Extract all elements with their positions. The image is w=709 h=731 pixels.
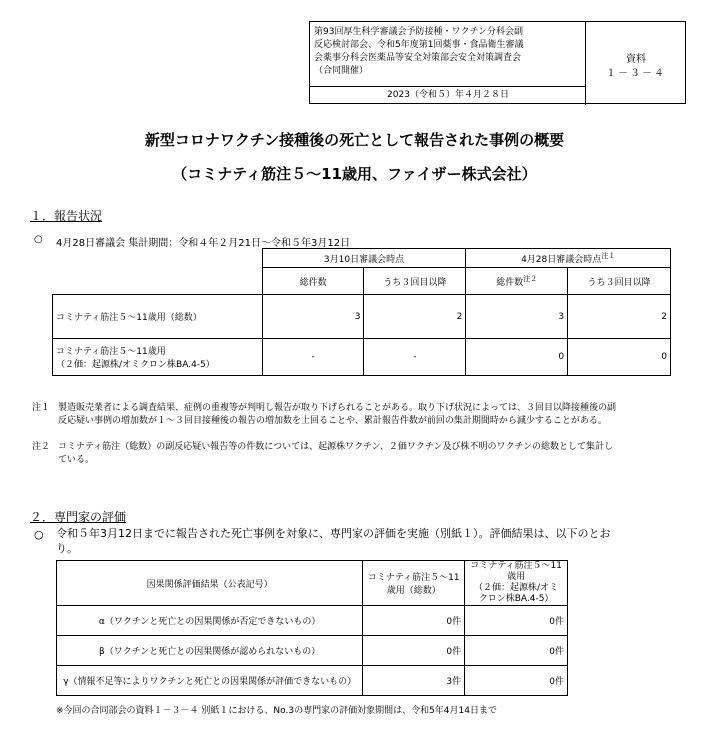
page-title: 新型コロナワクチン接種後の死亡として報告された事例の概要: [144, 131, 565, 149]
evaluation-table: [56, 560, 568, 696]
meeting-date: 2023（令和５）年４月２８日: [310, 86, 586, 104]
note-line: 製造販売業者による調査結果、症例の重複等が判明し報告が取り下げられることがある。取り下げ状況によっては、３回目以降接種後の副: [58, 403, 617, 413]
header-line: 歳用: [507, 572, 526, 582]
note-2: [32, 441, 692, 469]
table-row: [57, 636, 568, 666]
row-label: γ（情報不足等によりワクチンと死亡との因果関係が評価できないもの）: [57, 666, 363, 696]
report-status-table: [52, 248, 671, 376]
bullet-icon: ○: [34, 234, 43, 245]
reporting-period: 4月28日審議会 集計期間：令和４年２月21日～令和５年3月12日: [56, 238, 351, 249]
note-line: ている。: [58, 455, 95, 465]
meeting-info-cell: [310, 22, 586, 105]
note-tag: 注１: [32, 403, 51, 413]
row-label-line: コミナティ筋注５～11歳用: [56, 347, 166, 357]
header-line: クロン株BA.4-5）: [478, 594, 554, 604]
header-line: コミナティ筋注５～11: [367, 573, 460, 583]
note-text: [58, 402, 616, 428]
col-header-3rd-plus: うち３回目以降: [568, 268, 671, 295]
evaluation-intro: [56, 526, 611, 556]
meeting-name-line: 第93回厚生科学審議会予防接種・ワクチン分科会副: [314, 27, 524, 37]
document-number-cell: [586, 22, 686, 105]
cell-value: 3: [262, 295, 364, 339]
bullet-icon: ○: [34, 528, 44, 541]
cell-value: 0件: [465, 636, 568, 666]
cell-value: 0件: [363, 636, 465, 666]
header-comirnaty-total: [363, 561, 465, 606]
group-header-mar10: [262, 249, 466, 268]
section2-heading: ２．専門家の評価: [30, 510, 127, 524]
col-header-label: 総件数: [496, 278, 524, 288]
header-comirnaty-bivalent: [465, 561, 568, 606]
document-label: 資料: [626, 54, 646, 65]
intro-line: り。: [56, 542, 78, 555]
group-header-label: 4月28日審議会時点: [521, 255, 602, 265]
section1-heading: １．報告状況: [30, 209, 103, 223]
header-causality: 因果関係評価結果（公表記号）: [57, 561, 363, 606]
note-line: 反応疑い事例の増加数が１～３回目接種後の報告の増加数を上回ることや、累計報告件数が前回の集計期間時から減少することがある。: [58, 416, 607, 426]
row-label: β（ワクチンと死亡との因果関係が認められないもの）: [57, 636, 363, 666]
note-1: [32, 402, 692, 430]
col-header-total: 総件数: [262, 268, 364, 295]
cell-value: 0件: [363, 606, 465, 636]
group-header-apr28: [466, 249, 671, 268]
header-line: （２価：起源株/オミ: [474, 583, 559, 593]
note-line: コミナティ筋注（総数）の副反応疑い報告等の件数については、起源株ワクチン、２価ワクチン及び株不明のワクチンの総数として集計し: [58, 442, 614, 452]
cell-value: 2: [568, 295, 671, 339]
cell-value: 0: [466, 339, 568, 376]
row-label: α（ワクチンと死亡との因果関係が否定できないもの）: [57, 606, 363, 636]
intro-line: 令和５年3月12日までに報告された死亡事例を対象に、専門家の評価を実施（別紙１）。評価結果は、以下のとお: [56, 527, 611, 540]
cell-value: 2: [364, 295, 466, 339]
cell-value: 3: [466, 295, 568, 339]
note-marker: 注１: [601, 252, 616, 260]
note-text: [58, 441, 613, 467]
note-tag: 注２: [32, 442, 51, 452]
col-header-total: [466, 268, 568, 295]
cell-value: -: [364, 339, 466, 376]
cell-value: 0件: [465, 606, 568, 636]
table-row: [53, 339, 671, 376]
header-line: 歳用（総数）: [386, 586, 441, 596]
table-row: [57, 606, 568, 636]
group-header-label: 3月10日審議会時点: [323, 254, 405, 265]
cell-value: 3件: [363, 666, 465, 696]
row-label: [53, 339, 263, 376]
document-header-box: [309, 21, 686, 104]
col-header-3rd-plus: うち３回目以降: [364, 268, 466, 295]
footnote: ※今回の合同部会の資料１－３－４ 別紙１における、No.3の専門家の評価対象期間は、令和5年4月14日まで: [56, 706, 497, 716]
document-number: １－３－４: [606, 68, 666, 79]
table-corner-cell: [53, 249, 263, 295]
cell-value: -: [262, 339, 364, 376]
header-line: コミナティ筋注５～11: [470, 561, 562, 571]
meeting-name-line: 反応検討部会、令和5年度第1回薬事・食品衛生審議: [314, 40, 524, 50]
meeting-name: [314, 26, 582, 78]
cell-value: 0: [568, 339, 671, 376]
table-row: [57, 666, 568, 696]
meeting-name-line: （合同開催）: [314, 66, 369, 76]
row-label-line: （２価：起源株/オミクロン株BA.4-5）: [56, 360, 215, 370]
table-row: [53, 295, 671, 339]
note-marker: 注２: [523, 275, 538, 283]
row-label: コミナティ筋注５～11歳用（総数）: [53, 295, 263, 339]
page-subtitle: （コミナティ筋注５～11歳用、ファイザー株式会社）: [172, 165, 537, 183]
meeting-name-line: 会薬事分科会医薬品等安全対策部会安全対策調査会: [314, 53, 522, 63]
cell-value: 0件: [465, 666, 568, 696]
